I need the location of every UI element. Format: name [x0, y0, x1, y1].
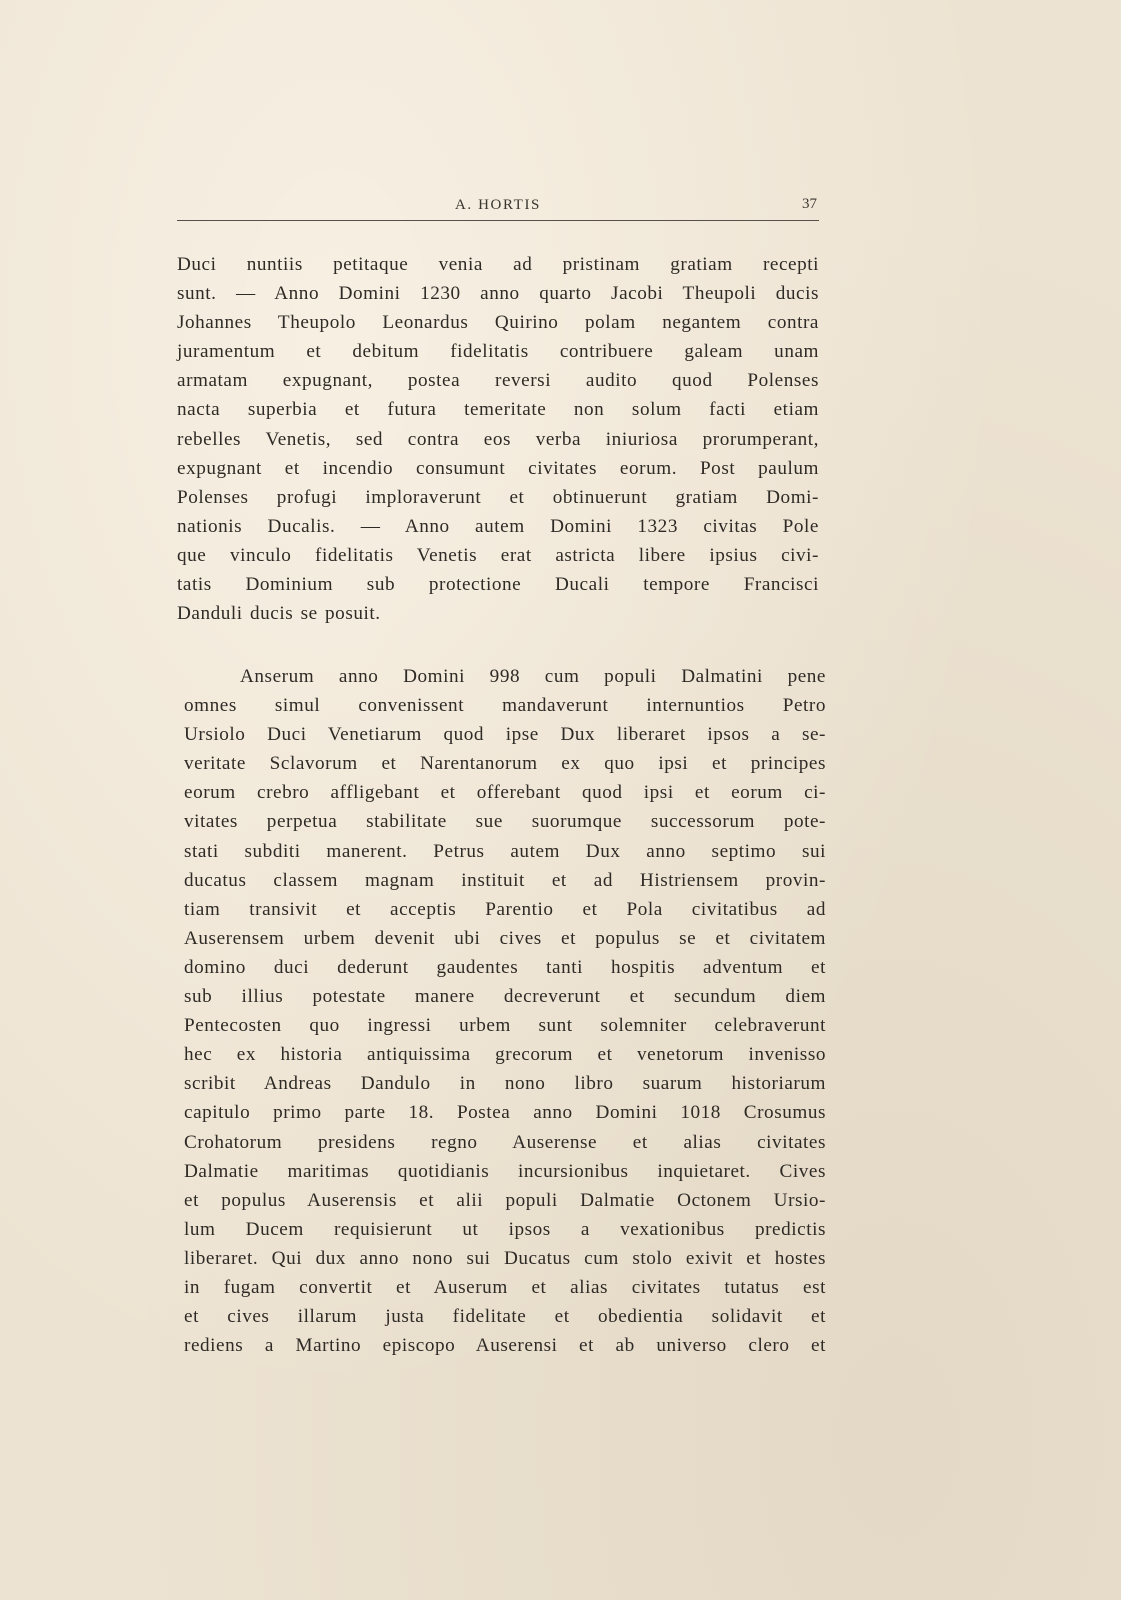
text-line: Crohatorum presidens regno Auserense et alias civitates [184, 1131, 826, 1153]
text-line: Danduli ducis se posuit. [177, 603, 381, 625]
text-line: lum Ducem requisierunt ut ipsos a vexationibus predictis [184, 1218, 826, 1240]
text-line: in fugam convertit et Auserum et alias civitates tutatus est [184, 1276, 826, 1298]
text-line: expugnant et incendio consumunt civitates eorum. Post paulum [177, 457, 819, 479]
text-line: Ursiolo Duci Venetiarum quod ipse Dux liberaret ipsos a se- [184, 724, 826, 746]
text-line: eorum crebro affligebant et offerebant quod ipsi et eorum ci- [184, 782, 826, 804]
text-line: nationis Ducalis. — Anno autem Domini 1323 civitas Pole [177, 515, 819, 537]
text-line: ducatus classem magnam instituit et ad Histriensem provin- [184, 869, 826, 891]
text-line: Duci nuntiis petitaque venia ad pristinam gratiam recepti [177, 254, 819, 275]
paragraph [184, 662, 826, 1360]
text-line: rebelles Venetis, sed contra eos verba iniuriosa prorumperant, [177, 428, 819, 450]
text-line: armatam expugnant, postea reversi audito quod Polenses [177, 370, 819, 392]
text-line: et cives illarum justa fidelitate et obedientia solidavit et [184, 1306, 826, 1328]
text-line: veritate Sclavorum et Narentanorum ex quo ipsi et principes [184, 753, 826, 775]
text-line: juramentum et debitum fidelitatis contribuere galeam unam [177, 341, 819, 363]
text-line: capitulo primo parte 18. Postea anno Domini 1018 Crosumus [184, 1102, 826, 1124]
text-line: liberaret. Qui dux anno nono sui Ducatus cum stolo exivit et hostes [184, 1247, 826, 1269]
text-line: Auserensem urbem devenit ubi cives et populus se et civitatem [184, 927, 826, 949]
text-line: Johannes Theupolo Leonardus Quirino polam negantem contra [177, 312, 819, 334]
running-head-author: A. HORTIS [454, 197, 541, 213]
text-line: tatis Dominium sub protectione Ducali tempore Francisci [177, 574, 819, 596]
text-line: omnes simul convenissent mandaverunt internuntios Petro [184, 695, 826, 717]
text-line: scribit Andreas Dandulo in nono libro suarum historiarum [184, 1073, 826, 1095]
text-line: et populus Auserensis et alii populi Dalmatie Octonem Ursio- [184, 1189, 826, 1211]
text-line: que vinculo fidelitatis Venetis erat astricta libere ipsius civi- [177, 544, 819, 566]
text-line: vitates perpetua stabilitate sue suorumque successorum pote- [184, 811, 826, 833]
text-line: Polenses profugi imploraverunt et obtinuerunt gratiam Domi- [177, 486, 819, 508]
text-line: Pentecosten quo ingressi urbem sunt solemniter celebraverunt [184, 1015, 826, 1037]
paragraph [177, 250, 819, 628]
running-head [177, 196, 819, 221]
page-number: 37 [802, 196, 817, 212]
text-line: Dalmatie maritimas quotidianis incursionibus inquietaret. Cives [184, 1160, 826, 1182]
text-line: sub illius potestate manere decreverunt et secundum diem [184, 986, 826, 1008]
text-line: stati subditi manerent. Petrus autem Dux anno septimo sui [184, 840, 826, 862]
text-line: Anserum anno Domini 998 cum populi Dalmatini pene [240, 666, 826, 687]
text-line: domino duci dederunt gaudentes tanti hospitis adventum et [184, 956, 826, 978]
text-line: rediens a Martino episcopo Auserensi et ab universo clero et [184, 1335, 826, 1357]
text-line: tiam transivit et acceptis Parentio et Pola civitatibus ad [184, 898, 826, 920]
text-line: nacta superbia et futura temeritate non solum facti etiam [177, 399, 819, 421]
text-line: hec ex historia antiquissima grecorum et venetorum invenisso [184, 1044, 826, 1066]
text-line: sunt. — Anno Domini 1230 anno quarto Jacobi Theupoli ducis [177, 283, 819, 305]
